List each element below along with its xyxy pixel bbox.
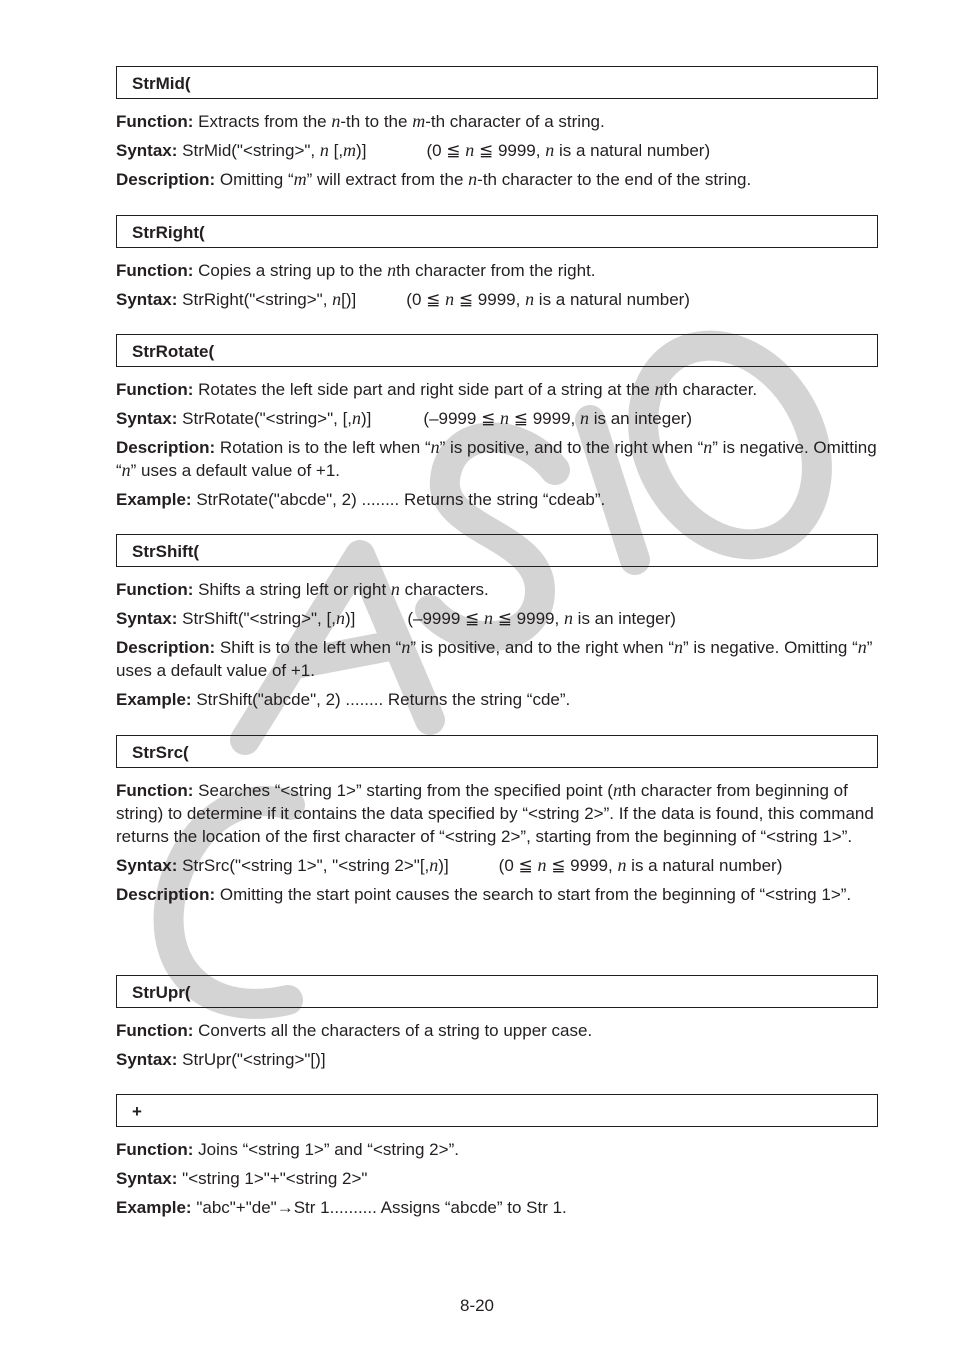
syntax-range: (–9999 ≦ n ≦ 9999, n is an integer) bbox=[423, 408, 692, 428]
function-row bbox=[116, 1019, 878, 1042]
syntax-label: Syntax: bbox=[116, 1169, 178, 1188]
example-text: StrRotate("abcde", 2) ........ Returns the string “cdeab”. bbox=[196, 490, 606, 509]
command-header: StrUpr( bbox=[116, 975, 878, 1008]
syntax-row bbox=[116, 1048, 878, 1071]
description-label: Description: bbox=[116, 638, 216, 657]
function-label: Function: bbox=[116, 1140, 194, 1159]
syntax-label: Syntax: bbox=[116, 409, 178, 428]
command-header: StrMid( bbox=[116, 66, 878, 99]
description-text: Rotation is to the left when “n” is positive, and to the right when “n” is negative. Omitting “n” uses a default value of +1. bbox=[116, 437, 877, 480]
syntax-row bbox=[116, 854, 878, 877]
function-text: Copies a string up to the nth character from the right. bbox=[198, 260, 596, 280]
syntax-label: Syntax: bbox=[116, 856, 178, 875]
function-label: Function: bbox=[116, 1021, 194, 1040]
description-label: Description: bbox=[116, 885, 216, 904]
section-strupr bbox=[116, 975, 878, 1071]
function-label: Function: bbox=[116, 781, 194, 800]
syntax-range: (0 ≦ n ≦ 9999, n is a natural number) bbox=[498, 855, 783, 875]
syntax-row bbox=[116, 288, 878, 311]
example-label: Example: bbox=[116, 690, 192, 709]
syntax-range: (0 ≦ n ≦ 9999, n is a natural number) bbox=[406, 289, 690, 309]
syntax-text: StrShift("<string>", [,n)] bbox=[182, 608, 356, 628]
example-row bbox=[116, 1196, 878, 1219]
syntax-row bbox=[116, 139, 878, 162]
syntax-row bbox=[116, 1167, 878, 1190]
command-header: StrRight( bbox=[116, 215, 878, 248]
section-strright bbox=[116, 215, 878, 311]
example-row bbox=[116, 488, 878, 511]
syntax-text: StrRight("<string>", n[)] bbox=[182, 289, 357, 309]
section-strshift bbox=[116, 534, 878, 711]
function-label: Function: bbox=[116, 580, 194, 599]
function-label: Function: bbox=[116, 380, 194, 399]
function-label: Function: bbox=[116, 112, 194, 131]
page-number: 8-20 bbox=[459, 1296, 495, 1315]
syntax-range: (–9999 ≦ n ≦ 9999, n is an integer) bbox=[407, 608, 676, 628]
function-text: Searches “<string 1>” starting from the specified point (nth character from beginning of string) to determine if it contains the data specified by “<string 2>”. If the data is found, this command returns the location of the first character of “<string 2>”, starting from the beginning of “<string 1>”. bbox=[116, 780, 874, 846]
syntax-text: "<string 1>"+"<string 2>" bbox=[182, 1169, 368, 1188]
description-row bbox=[116, 883, 878, 906]
syntax-text: StrSrc("<string 1>", "<string 2>"[,n)] bbox=[182, 855, 449, 875]
syntax-label: Syntax: bbox=[116, 290, 178, 309]
syntax-text: StrUpr("<string>"[)] bbox=[182, 1050, 326, 1069]
syntax-row bbox=[116, 407, 878, 430]
description-label: Description: bbox=[116, 438, 216, 457]
command-header: StrRotate( bbox=[116, 334, 878, 367]
syntax-label: Syntax: bbox=[116, 1050, 178, 1069]
description-row bbox=[116, 636, 878, 682]
example-text: "abc"+"de"→Str 1.......... Assigns “abcde” to Str 1. bbox=[196, 1198, 567, 1217]
syntax-text: StrRotate("<string>", [,n)] bbox=[182, 408, 372, 428]
example-label: Example: bbox=[116, 1198, 192, 1217]
example-row bbox=[116, 688, 878, 711]
section-strrotate bbox=[116, 334, 878, 511]
syntax-label: Syntax: bbox=[116, 141, 178, 160]
example-text: StrShift("abcde", 2) ........ Returns the string “cde”. bbox=[196, 690, 571, 709]
function-label: Function: bbox=[116, 261, 194, 280]
description-text: Omitting the start point causes the search to start from the beginning of “<string 1>”. bbox=[219, 885, 852, 904]
function-row bbox=[116, 1138, 878, 1161]
command-header: StrShift( bbox=[116, 534, 878, 567]
function-text: Joins “<string 1>” and “<string 2>”. bbox=[198, 1140, 459, 1159]
function-row bbox=[116, 779, 878, 848]
section-strmid bbox=[116, 66, 878, 191]
description-text: Omitting “m” will extract from the n-th character to the end of the string. bbox=[219, 169, 752, 189]
function-text: Extracts from the n-th to the m-th character of a string. bbox=[198, 111, 605, 131]
description-row bbox=[116, 168, 878, 191]
section-plus bbox=[116, 1094, 878, 1219]
syntax-label: Syntax: bbox=[116, 609, 178, 628]
example-label: Example: bbox=[116, 490, 192, 509]
section-strsrc bbox=[116, 735, 878, 906]
command-header: StrSrc( bbox=[116, 735, 878, 768]
function-row bbox=[116, 110, 878, 133]
command-header: + bbox=[116, 1094, 878, 1127]
function-text: Rotates the left side part and right side part of a string at the nth character. bbox=[198, 379, 758, 399]
description-label: Description: bbox=[116, 170, 216, 189]
function-row bbox=[116, 578, 878, 601]
syntax-range: (0 ≦ n ≦ 9999, n is a natural number) bbox=[426, 140, 711, 160]
description-text: Shift is to the left when “n” is positive, and to the right when “n” is negative. Omitting “n” uses a default value of +1. bbox=[116, 637, 873, 680]
syntax-text: StrMid("<string>", n [,m)] bbox=[182, 140, 367, 160]
description-row bbox=[116, 436, 878, 482]
function-row bbox=[116, 259, 878, 282]
function-text: Converts all the characters of a string to upper case. bbox=[198, 1021, 593, 1040]
syntax-row bbox=[116, 607, 878, 630]
function-row bbox=[116, 378, 878, 401]
function-text: Shifts a string left or right n characters. bbox=[198, 579, 489, 599]
